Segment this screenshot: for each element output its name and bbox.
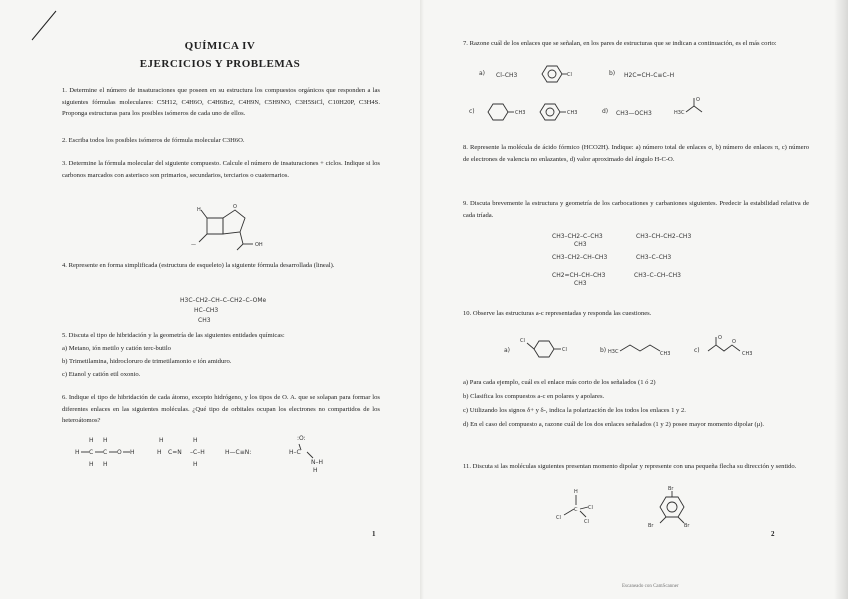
question-11: 11. Discuta si las moléculas siguientes presentan momento dipolar y represente con una pequeña flecha su dirección y sentido. bbox=[463, 463, 797, 470]
pen-mark bbox=[30, 8, 60, 43]
q4-formula-branch: HC–CH3 bbox=[194, 307, 219, 314]
question-5: 5. Discuta el tipo de hibridación y la geometría de las siguientes entidades químicas: bbox=[62, 332, 285, 339]
q6-molecules bbox=[75, 432, 375, 472]
question-5a: a) Metano, ión metilo y catión terc-butilo bbox=[62, 345, 171, 352]
svg-text:OH: OH bbox=[255, 242, 263, 248]
q10a-chlorobenzyl-chloride-drawing bbox=[516, 333, 586, 363]
svg-text:—: — bbox=[191, 242, 196, 248]
question-10b: b) Clasifica los compuestos a-c en polares y apolares. bbox=[463, 393, 605, 400]
svg-text:Br: Br bbox=[684, 523, 690, 529]
q9-cation-1-branch: CH3 bbox=[574, 241, 587, 248]
q11-tribromobenzene-drawing bbox=[634, 485, 714, 535]
svg-text:Cl: Cl bbox=[588, 505, 593, 511]
svg-text:H: H bbox=[193, 461, 198, 468]
svg-text:C: C bbox=[574, 507, 578, 513]
question-10d: d) En el caso del compuesto a, razone cuál de los dos enlaces señalados (1 y 2) posee mayor momento dipolar (μ). bbox=[463, 421, 765, 428]
q7d-label: d) bbox=[602, 108, 609, 115]
q9-cation-3-branch: CH3 bbox=[574, 280, 587, 287]
svg-text:H: H bbox=[157, 449, 162, 456]
svg-text:C: C bbox=[89, 449, 94, 456]
q10-label-c: c) bbox=[694, 347, 700, 354]
question-10c: c) Utilizando los signos δ+ y δ-, indica la polarización de los todos los enlaces 1 y 2. bbox=[463, 407, 686, 414]
q7c-toluene-drawing bbox=[534, 100, 584, 124]
svg-text:H: H bbox=[75, 449, 80, 456]
q7d-acetone-drawing bbox=[674, 96, 724, 124]
svg-text:H3C: H3C bbox=[608, 349, 619, 355]
svg-text:Br: Br bbox=[668, 486, 674, 492]
svg-text:H: H bbox=[103, 461, 108, 468]
svg-text:H: H bbox=[197, 207, 201, 213]
svg-text:Br: Br bbox=[648, 523, 654, 529]
q9-cation-2: CH3–CH2–CH–CH3 bbox=[552, 254, 608, 261]
svg-text:Cl: Cl bbox=[562, 347, 567, 353]
svg-text:CH3: CH3 bbox=[660, 351, 671, 357]
svg-text:O: O bbox=[233, 204, 237, 210]
question-5b: b) Trimetilamina, hidrocloruro de trimetilamonio e ión amiduro. bbox=[62, 358, 232, 365]
svg-text:O: O bbox=[696, 97, 700, 103]
q9-anion-3: CH3–C–CH–CH3 bbox=[634, 272, 681, 279]
left-page bbox=[0, 0, 420, 599]
q7a-structure: Cl–CH3 bbox=[496, 72, 518, 79]
page-number-right: 2 bbox=[771, 530, 775, 538]
q10-label-b: b) bbox=[600, 347, 607, 354]
question-2: 2. Escriba todos los posibles isómeros de fórmula molecular C3H6O. bbox=[62, 137, 245, 144]
q9-anion-1: CH3–CH–CH2–CH3 bbox=[636, 233, 692, 240]
page-number-left: 1 bbox=[372, 530, 376, 538]
question-10: 10. Observe las estructuras a-c representadas y responda las cuestiones. bbox=[463, 310, 652, 317]
question-1: 1. Determine el número de insaturaciones que poseen en su estructura los compuestos orgánicos que responden a las siguientes fórmulas moleculares: C5H12, C4H6O, C4H6Br2, C4H9N, C5H9NO, C3H5SiCl, C10H20P, C3H4S. Proponga estructuras para los posibles isómeros de cada uno de ellos. bbox=[62, 87, 380, 117]
svg-text:–C–H: –C–H bbox=[190, 449, 205, 456]
svg-text:Cl: Cl bbox=[556, 515, 561, 521]
question-9: 9. Discuta brevemente la estructura y geometría de los carbocationes y carbaniones siguientes. Predecir la estabilidad relativa de cada tríada. bbox=[463, 200, 809, 219]
svg-text:Cl: Cl bbox=[567, 72, 572, 78]
imine-drawing bbox=[157, 437, 205, 468]
page-title: QUÍMICA IV bbox=[184, 40, 256, 52]
svg-text:O: O bbox=[718, 335, 722, 341]
svg-text:H–C: H–C bbox=[289, 449, 301, 456]
q9-cation-1: CH3–CH2–C–CH3 bbox=[552, 233, 603, 240]
svg-text:Cl: Cl bbox=[520, 338, 525, 344]
svg-text:N–H: N–H bbox=[311, 459, 323, 466]
ethanol-drawing bbox=[75, 437, 135, 468]
q7c-cyclohexane-drawing bbox=[482, 100, 532, 124]
svg-text:H: H bbox=[89, 437, 94, 444]
svg-text:CH3: CH3 bbox=[742, 351, 753, 357]
svg-text:CH3: CH3 bbox=[567, 110, 578, 116]
q7a-label: a) bbox=[479, 70, 486, 77]
q4-formula-branch-methyl: CH3 bbox=[198, 317, 211, 324]
page-subtitle: EJERCICIOS Y PROBLEMAS bbox=[139, 58, 301, 70]
question-8: 8. Represente la molécula de ácido fórmico (HCO2H). Indique: a) número total de enlaces σ, b) número de enlaces π, c) número de electrones de valencia no enlazantes, d) valor aproximado del ángulo H-C-O. bbox=[463, 144, 809, 163]
question-10a: a) Para cada ejemplo, cuál es el enlace más corto de los señalados (1 ó 2) bbox=[463, 379, 656, 386]
q7d-structure: CH3—OCH3 bbox=[616, 110, 652, 117]
q9-cation-3: CH2=CH–CH–CH3 bbox=[552, 272, 606, 279]
svg-text:C=N: C=N bbox=[168, 449, 182, 456]
right-page bbox=[424, 0, 834, 599]
q7b-label: b) bbox=[609, 70, 616, 77]
svg-text:H—C≡N:: H—C≡N: bbox=[225, 449, 252, 456]
q10c-ether-drawing bbox=[706, 333, 776, 363]
svg-text:H: H bbox=[89, 461, 94, 468]
hydrogen-cyanide-drawing bbox=[225, 449, 251, 456]
svg-text:H: H bbox=[574, 489, 578, 495]
q7b-structure: H2C=CH–C≡C–H bbox=[624, 72, 675, 79]
question-6: 6. Indique el tipo de hibridación de cada átomo, excepto hidrógeno, y los tipos de O. A. que se solapan para formar los diferentes enlaces en las siguientes moléculas. ¿Qué tipo de orbitales ocupan los electrones no compartidos de los heteroátomos? bbox=[62, 394, 380, 424]
question-4: 4. Represente en forma simplificada (estructura de esqueleto) la siguiente fórmula desarrollada (lineal). bbox=[62, 262, 335, 269]
amide-drawing bbox=[289, 435, 323, 472]
q10b-alkene-drawing bbox=[608, 335, 683, 361]
q7a-chlorobenzene-drawing bbox=[534, 62, 574, 86]
bicyclic-structure-drawing bbox=[185, 200, 265, 255]
svg-text:H3C: H3C bbox=[674, 110, 685, 116]
scanner-footer: Escaneado con CamScanner bbox=[622, 584, 679, 589]
paper-edge-shadow bbox=[834, 0, 848, 599]
svg-text:O: O bbox=[732, 339, 736, 345]
svg-text:C: C bbox=[103, 449, 108, 456]
svg-text::O:: :O: bbox=[297, 435, 306, 442]
svg-text:H: H bbox=[103, 437, 108, 444]
svg-text:O: O bbox=[117, 449, 122, 456]
q4-formula-main: H3C–CH2–CH–C–CH2–C–OMe bbox=[180, 297, 267, 304]
q9-anion-2: CH3–C–CH3 bbox=[636, 254, 672, 261]
q7c-label: c) bbox=[469, 108, 475, 115]
question-7: 7. Razone cuál de los enlaces que se señalan, en los pares de estructuras que se indican a continuación, es el más corto: bbox=[463, 40, 777, 47]
svg-text:H: H bbox=[130, 449, 135, 456]
svg-text:CH3: CH3 bbox=[515, 110, 526, 116]
svg-text:H: H bbox=[193, 437, 198, 444]
svg-text:Cl: Cl bbox=[584, 519, 589, 525]
q10-label-a: a) bbox=[504, 347, 511, 354]
q11-dichloromethane-drawing bbox=[554, 485, 624, 535]
svg-text:H: H bbox=[159, 437, 164, 444]
svg-text:H: H bbox=[313, 467, 318, 472]
question-3: 3. Determine la fórmula molecular del siguiente compuesto. Calcule el número de insaturaciones + ciclos. Indique si los carbonos marcados con asterisco son primarios, secundarios, terciarios o cuaternarios. bbox=[62, 160, 380, 179]
question-5c: c) Etanol y catión etil oxonio. bbox=[62, 371, 141, 378]
